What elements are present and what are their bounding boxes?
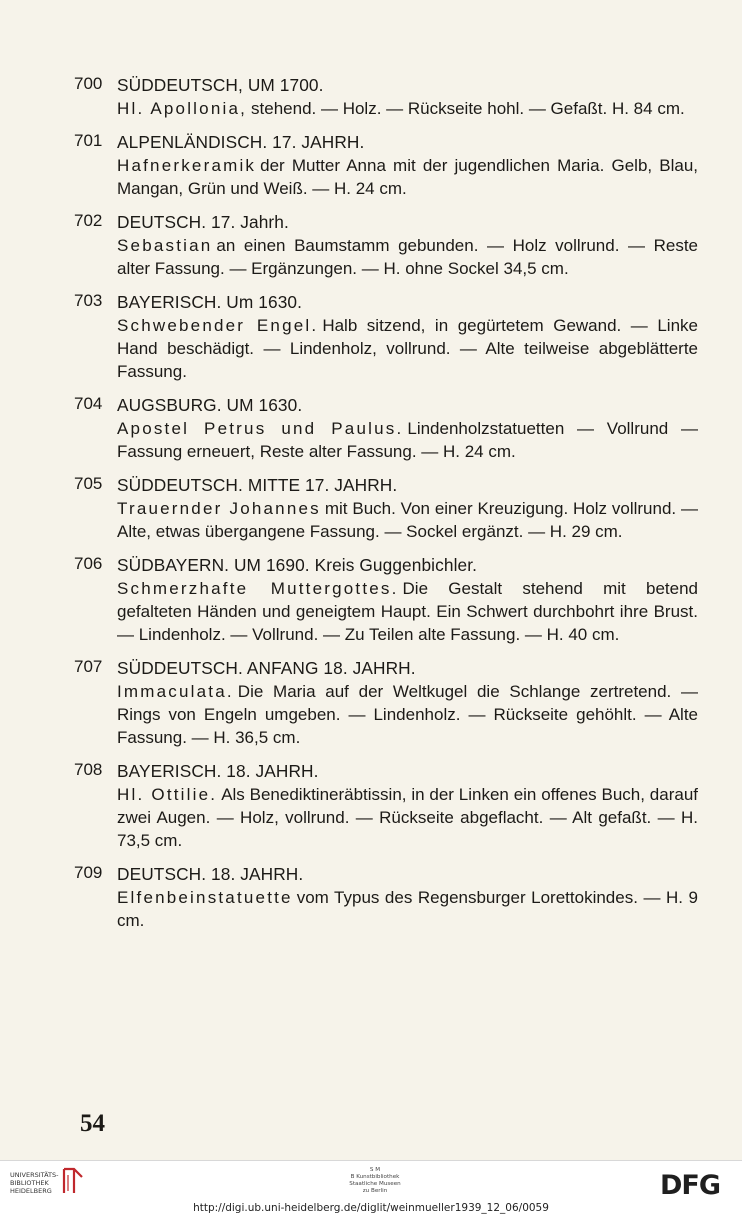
museum-line: zu Berlin [362,1188,388,1194]
catalog-entry [74,74,698,120]
entry-number: 705 [74,474,103,493]
entry-text: stehend. — Holz. — Rückseite hohl. — Gefaßt. H. 84 cm. [251,99,685,118]
entry-number: 704 [74,394,103,413]
entry-title: Sebastian [117,236,213,255]
entry-text: mit Buch. Von einer Kreuzigung. Holz vollrund. — Alte, etwas übergangene Fassung. — Sockel ergänzt. — H. 29 cm. [117,499,698,541]
library-line: BIBLIOTHEK [10,1179,49,1187]
entry-body [117,497,698,543]
source-url[interactable]: http://digi.ub.uni-heidelberg.de/diglit/weinmueller1939_12_06/0059 [193,1202,549,1214]
entry-text: Lindenholzstatuetten — Vollrund — Fassung erneuert, Reste alter Fassung. — H. 24 cm. [117,419,698,461]
museum-label [330,1167,420,1195]
page-number: 54 [80,1110,105,1137]
entry-title: Trauernder Johannes [117,499,321,518]
entry-number: 708 [74,760,103,779]
entry-body [117,314,698,383]
entry-body [117,97,698,120]
catalog-entry [74,394,698,463]
entry-title: Hl. Ottilie. [117,785,218,804]
entry-text: an einen Baumstamm gebunden. — Holz vollrund. — Reste alter Fassung. — Ergänzungen. — H. ohne Sockel 34,5 cm. [117,236,698,278]
entry-title: Immaculata. [117,682,234,701]
entry-body [117,417,698,463]
catalog-entry [74,131,698,200]
entry-number: 703 [74,291,103,310]
entry-title: Hafnerkeramik [117,156,257,175]
entry-heading: DEUTSCH. 17. Jahrh. [117,212,289,232]
entry-title: Schwebender Engel. [117,316,319,335]
museum-line: B Kunstbibliothek [350,1174,400,1180]
entry-heading: BAYERISCH. 18. JAHRH. [117,761,319,781]
entry-number: 700 [74,74,103,93]
entry-body [117,234,698,280]
entry-heading: SÜDDEUTSCH. ANFANG 18. JAHRH. [117,658,416,678]
entry-text: Als Benediktineräbtissin, in der Linken ein offenes Buch, darauf zwei Augen. — Holz, vollrund. — Rückseite abgeflacht. — Alt gefaßt. — H. 73,5 cm. [117,785,699,850]
entry-title: Elfenbeinstatuette [117,888,293,907]
dfg-logo[interactable]: DFG [660,1170,721,1201]
entry-title: Apostel Petrus und Paulus. [117,419,404,438]
entry-body [117,680,698,749]
catalog-entry [74,760,698,852]
entry-heading: BAYERISCH. Um 1630. [117,292,303,312]
entry-heading: AUGSBURG. UM 1630. [117,395,303,415]
entry-heading: ALPENLÄNDISCH. 17. JAHRH. [117,132,365,152]
entry-heading: DEUTSCH. 18. JAHRH. [117,864,304,884]
catalog-entries [74,74,698,943]
museum-line: S M [369,1167,381,1173]
entry-body [117,886,698,932]
catalog-entry [74,863,698,932]
catalog-entry [74,657,698,749]
entry-heading: SÜDBAYERN. UM 1690. Kreis Guggenbichler. [117,555,478,575]
library-logo-icon[interactable] [62,1167,84,1195]
entry-body [117,577,698,646]
entry-title: Hl. Apollonia, [117,99,248,118]
catalog-entry [74,211,698,280]
entry-text: Die Maria auf der Weltkugel die Schlange zertretend. — Rings von Engeln umgeben. — Lindenholz. — Rückseite gehöhlt. — Alte Fassung. — H. 36,5 cm. [117,682,698,747]
entry-title: Schmerzhafte Muttergottes. [117,579,399,598]
museum-line: Staatliche Museen [349,1181,401,1187]
entry-number: 707 [74,657,103,676]
entry-text: Die Gestalt stehend mit betend gefalteten Händen und geneigtem Haupt. Ein Schwert durchbohrt ihre Brust. — Lindenholz. — Vollrund. — Zu Teilen alte Fassung. — H. 40 cm. [117,579,698,644]
library-line: UNIVERSITÄTS- [10,1171,59,1179]
entry-heading: SÜDDEUTSCH. MITTE 17. JAHRH. [117,475,398,495]
entry-number: 706 [74,554,103,573]
entry-heading: SÜDDEUTSCH, UM 1700. [117,75,324,95]
entry-text: vom Typus des Regensburger Lorettokindes. — H. 9 cm. [117,888,698,930]
entry-body [117,783,698,852]
library-line: HEIDELBERG [10,1187,52,1195]
entry-text: Halb sitzend, in gegürtetem Gewand. — Linke Hand beschädigt. — Lindenholz, vollrund. — Alte teilweise abgeblätterte Fassung. [117,316,698,381]
digitization-footer [0,1160,742,1215]
entry-number: 701 [74,131,103,150]
catalog-entry [74,554,698,646]
entry-text: der Mutter Anna mit der jugendlichen Maria. Gelb, Blau, Mangan, Grün und Weiß. — H. 24 cm. [117,156,698,198]
catalog-entry [74,474,698,543]
entry-body [117,154,698,200]
entry-number: 702 [74,211,103,230]
catalog-entry [74,291,698,383]
entry-number: 709 [74,863,103,882]
